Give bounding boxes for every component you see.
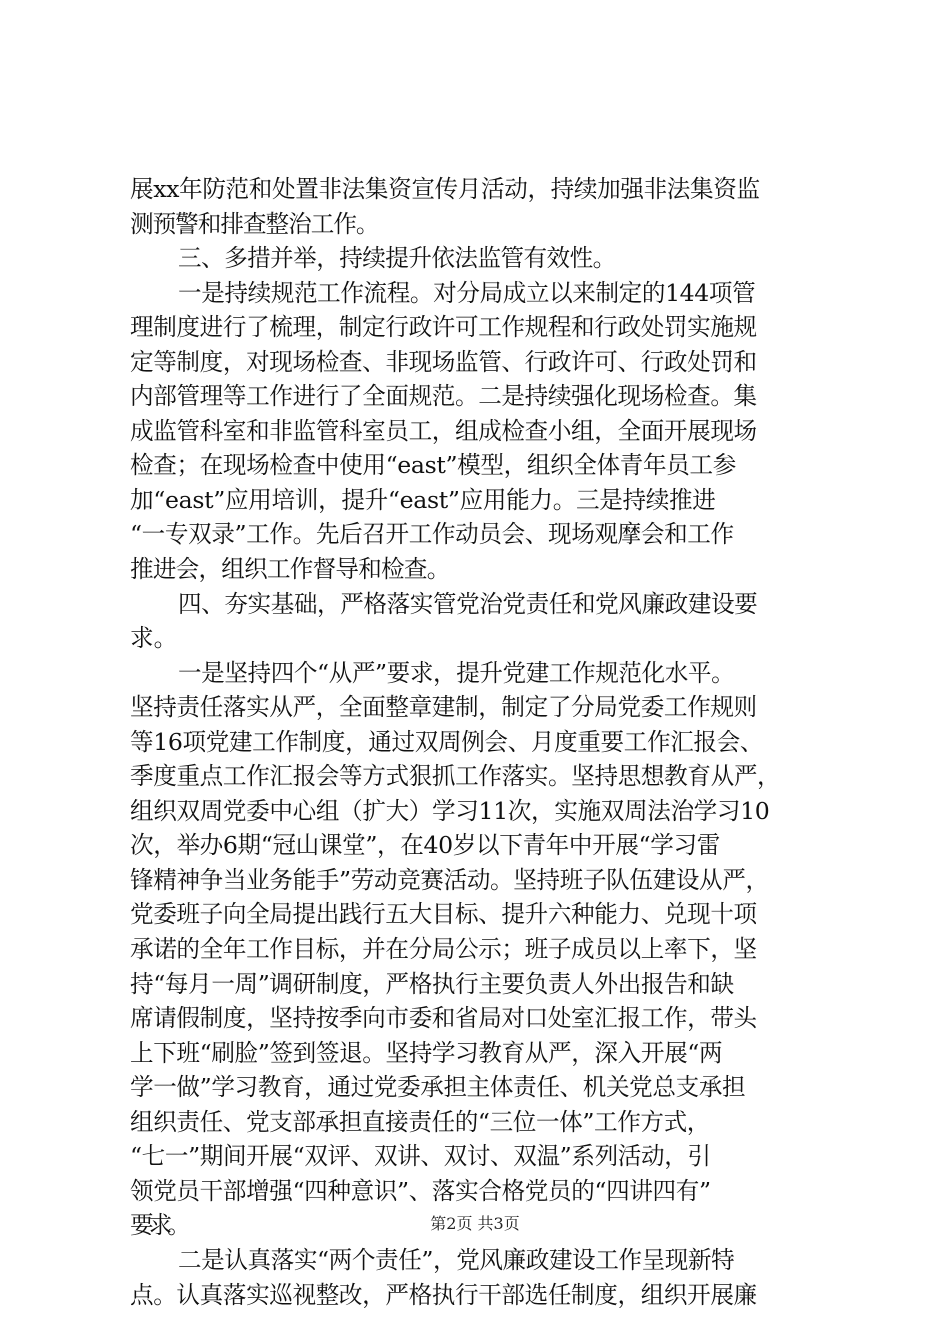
text-line: 上下班“刷脸”签到签退。坚持学习教育从严，深入开展“两 xyxy=(130,1038,723,1067)
text-line: 加“east”应用培训，提升“east”应用能力。三是持续推进 xyxy=(130,485,716,514)
text-line: 领党员干部增强“四种意识”、落实合格党员的“四讲四有” xyxy=(130,1176,711,1205)
text-line: 二是认真落实“两个责任”，党风廉政建设工作呈现新特 xyxy=(178,1245,735,1274)
page-footer: 第2页 共3页 xyxy=(430,1214,520,1233)
text-line: 组织双周党委中心组（扩大）学习11次，实施双周法治学习10 xyxy=(130,796,770,825)
text-line: 承诺的全年工作目标，并在分局公示；班子成员以上率下，坚 xyxy=(130,935,757,964)
text-line: 席请假制度，坚持按季向市委和省局对口处室汇报工作，带头 xyxy=(130,1004,757,1033)
text-line: 四、夯实基础，严格落实管党治党责任和党风廉政建设要 xyxy=(178,589,758,618)
text-line: 求。 xyxy=(130,624,178,653)
text-line: 一是持续规范工作流程。对分局成立以来制定的144项管 xyxy=(178,278,756,307)
text-line: 党委班子向全局提出践行五大目标、提升六种能力、兑现十项 xyxy=(130,900,757,929)
text-line: 理制度进行了梳理，制定行政许可工作规程和行政处罚实施规 xyxy=(130,313,757,342)
text-line: 推进会，组织工作督导和检查。 xyxy=(130,555,450,584)
text-line: “一专双录”工作。先后召开工作动员会、现场观摩会和工作 xyxy=(130,520,734,549)
text-line: 点。认真落实巡视整改，严格执行干部选任制度，组织开展廉 xyxy=(130,1280,757,1309)
text-line: 检查；在现场检查中使用“east”模型，组织全体青年员工参 xyxy=(130,451,736,480)
text-line: “七一”期间开展“双评、双讲、双讨、双温”系列活动，引 xyxy=(130,1142,711,1171)
text-line: 成监管科室和非监管科室员工，组成检查小组，全面开展现场 xyxy=(130,416,757,445)
text-line: 持“每月一周”调研制度，严格执行主要负责人外出报告和缺 xyxy=(130,969,734,998)
text-line: 定等制度，对现场检查、非现场监管、行政许可、行政处罚和 xyxy=(130,347,757,376)
text-line: 组织责任、党支部承担直接责任的“三位一体”工作方式， xyxy=(130,1107,710,1136)
document-body xyxy=(130,172,830,1312)
text-line: 坚持责任落实从严，全面整章建制，制定了分局党委工作规则 xyxy=(130,693,757,722)
text-line: 三、多措并举，持续提升依法监管有效性。 xyxy=(178,244,616,273)
text-line: 次，举办6期“冠山课堂”，在40岁以下青年中开展“学习雷 xyxy=(130,831,720,860)
text-line: 锋精神争当业务能手”劳动竞赛活动。坚持班子队伍建设从严， xyxy=(130,865,769,894)
text-line: 学一做”学习教育，通过党委承担主体责任、机关党总支承担 xyxy=(130,1073,746,1102)
text-line: 测预警和排查整治工作。 xyxy=(130,209,379,238)
text-line: 等16项党建工作制度，通过双周例会、月度重要工作汇报会、 xyxy=(130,727,764,756)
text-line: 要求。 xyxy=(130,1211,186,1240)
text-line: 一是坚持四个“从严”要求，提升党建工作规范化水平。 xyxy=(178,658,735,687)
text-line: 内部管理等工作进行了全面规范。二是持续强化现场检查。集 xyxy=(130,382,757,411)
text-line: 季度重点工作汇报会等方式狠抓工作落实。坚持思想教育从严， xyxy=(130,762,781,791)
text-line: 展xx年防范和处置非法集资宣传月活动，持续加强非法集资监 xyxy=(130,175,760,203)
